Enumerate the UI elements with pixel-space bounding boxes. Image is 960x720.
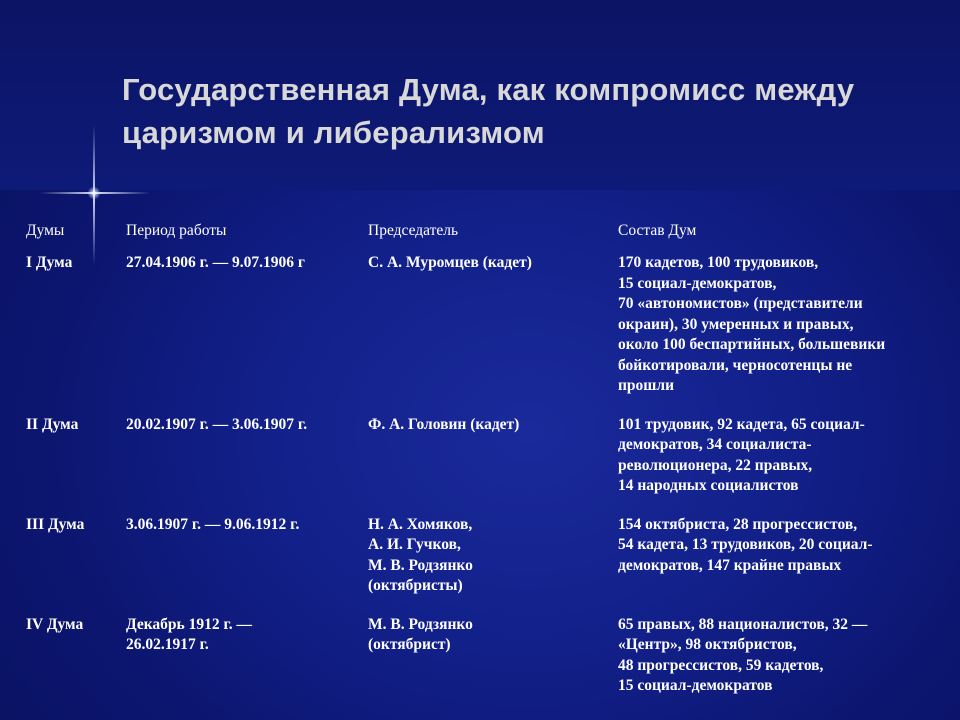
chairman-line: М. В. Родзянко — [368, 556, 473, 574]
period-line: Декабрь 1912 г. — — [126, 615, 253, 633]
composition-line: 54 кадета, 13 трудовиков, 20 социал- — [618, 536, 873, 553]
header-chairman: Председатель — [368, 222, 459, 239]
period-line: 27.04.1906 г. — 9.07.1906 г — [126, 254, 305, 271]
chairman-line: Н. А. Хомяков, — [368, 515, 473, 533]
cell-period — [122, 509, 364, 609]
composition-line: 65 правых, 88 националистов, 32 — — [618, 615, 868, 633]
table-row — [22, 509, 952, 609]
sparkle-star-icon — [88, 187, 100, 199]
cell-chairman — [364, 509, 614, 609]
composition-line: 170 кадетов, 100 трудовиков, — [618, 254, 819, 271]
header-composition: Состав Дум — [618, 222, 697, 239]
cell-duma: II Дума — [26, 415, 79, 433]
composition-line: демократов, 34 социалиста- — [618, 436, 812, 453]
cell-composition — [614, 609, 952, 709]
composition-line: окраин), 30 умеренных и правых, — [618, 315, 854, 333]
composition-line: 15 социал-демократов, — [618, 274, 777, 292]
slide-title-line: Государственная Дума, как компромисс между — [122, 72, 855, 107]
table-header-row — [22, 216, 952, 247]
cell-duma: IV Дума — [26, 615, 84, 633]
header-period: Период работы — [126, 222, 227, 239]
table-row — [22, 409, 952, 509]
table-row — [22, 247, 952, 409]
composition-line: революционера, 22 правых, — [618, 456, 813, 474]
period-line: 3.06.1907 г. — 9.06.1912 г. — [126, 515, 300, 533]
composition-line: 14 народных социалистов — [618, 477, 799, 494]
composition-line: «Центр», 98 октябристов, — [618, 636, 797, 653]
cell-composition — [614, 409, 952, 509]
chairman-line: (октябрист) — [368, 636, 451, 653]
composition-line: 48 прогрессистов, 59 кадетов, — [618, 656, 824, 674]
composition-line: 154 октябриста, 28 прогрессистов, — [618, 515, 858, 533]
chairman-line: М. В. Родзянко — [368, 615, 473, 633]
cell-period — [122, 247, 364, 409]
cell-period — [122, 409, 364, 509]
cell-period — [122, 609, 364, 709]
composition-line: 15 социал-демократов — [618, 677, 773, 694]
cell-composition — [614, 509, 952, 609]
composition-line: демократов, 147 крайне правых — [618, 556, 842, 574]
cell-chairman — [364, 247, 614, 409]
cell-chairman — [364, 409, 614, 509]
header-duma: Думы — [26, 222, 65, 239]
chairman-line: Ф. А. Головин (кадет) — [368, 415, 520, 433]
composition-line: бойкотировали, черносотенцы не — [618, 356, 853, 374]
cell-duma: III Дума — [26, 515, 85, 533]
cell-duma: I Дума — [26, 254, 73, 271]
chairman-line: А. И. Гучков, — [368, 536, 461, 553]
composition-line: 101 трудовик, 92 кадета, 65 социал- — [618, 415, 865, 433]
cell-chairman — [364, 609, 614, 709]
period-line: 26.02.1917 г. — [126, 636, 209, 653]
composition-line: 70 «автономистов» (представители — [618, 295, 863, 312]
slide-title-line: царизмом и либерализмом — [122, 115, 545, 150]
period-line: 20.02.1907 г. — 3.06.1907 г. — [126, 415, 308, 433]
slide-title — [122, 68, 922, 154]
chairman-line: С. А. Муромцев (кадет) — [368, 254, 532, 271]
duma-table — [22, 216, 952, 709]
composition-line: около 100 беспартийных, большевики — [618, 336, 886, 353]
table-row — [22, 609, 952, 709]
cell-composition — [614, 247, 952, 409]
chairman-line: (октябристы) — [368, 577, 463, 594]
composition-line: прошли — [618, 377, 675, 394]
